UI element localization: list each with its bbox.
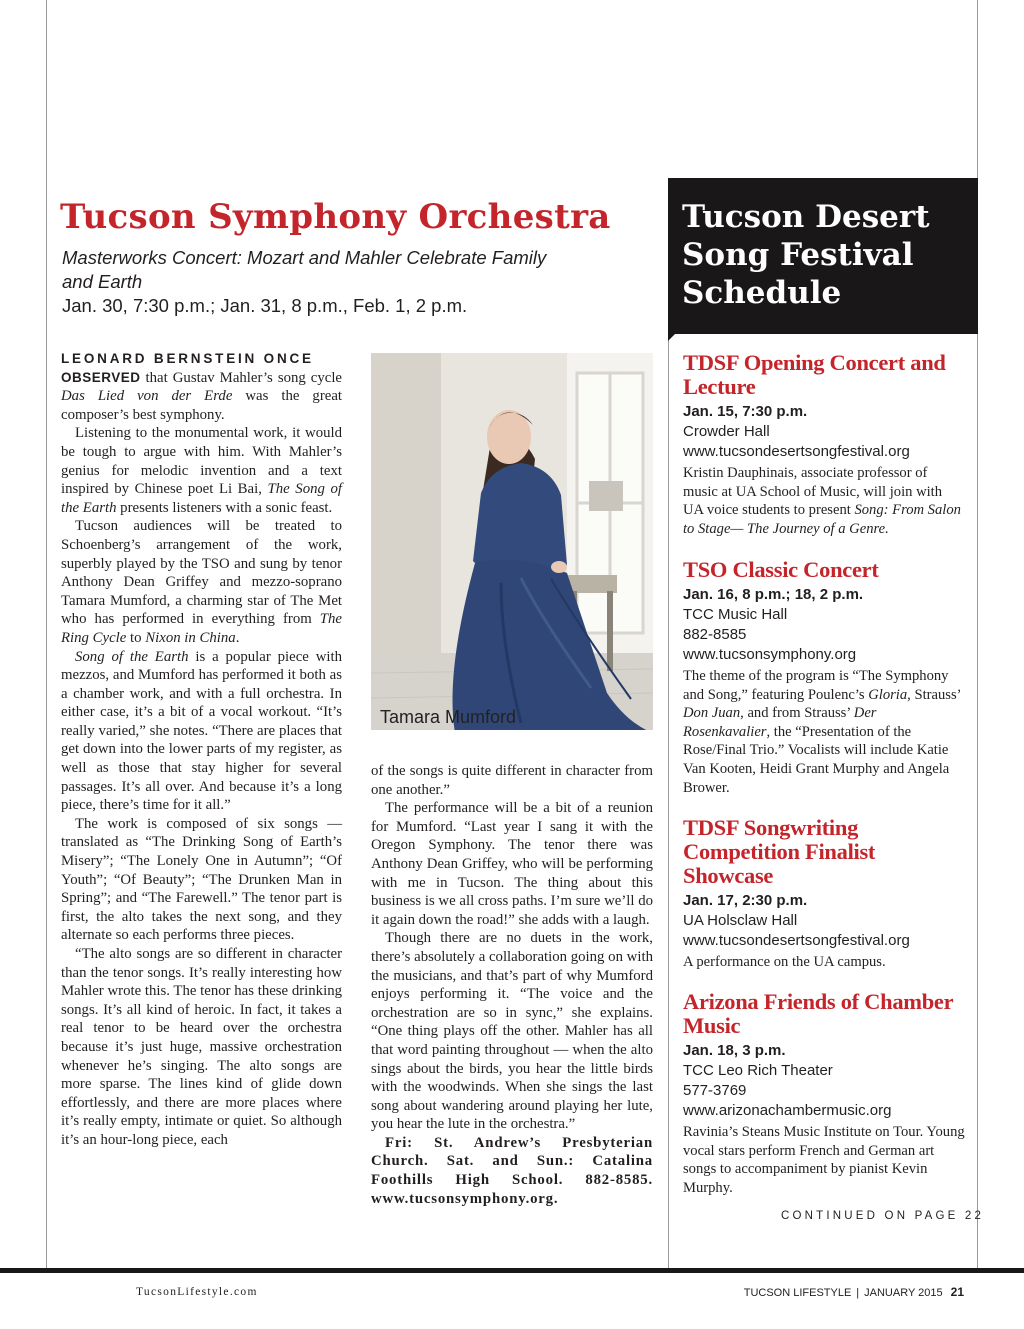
event-phone: 577-3769 [683, 1082, 747, 1099]
footer-rule [0, 1268, 1024, 1273]
event-listing [683, 990, 965, 1197]
lead-in-2: OBSERVED [61, 369, 141, 385]
tamara-mumford-photo [371, 353, 653, 730]
event-venue: Crowder Hall [683, 423, 770, 440]
work-title: Song of the Earth [75, 648, 189, 665]
concert-subtitle: Masterworks Concert: Mozart and Mahler Celebrate Family and Earth [62, 247, 547, 292]
event-website: www.arizonachambermusic.org [683, 1102, 892, 1119]
paragraph: The performance will be a bit of a reunion for Mumford. “Last year I sang it with the Oregon Symphony. The tenor there was Anthony Dean Griffey, who will be performing with me in Tucson. The thing about this business is we all cross paths. I’m sure we’ll do it again down the road!” she adds with a laugh. [371, 800, 653, 928]
event-title: TDSF Opening Concert and Lecture [683, 350, 946, 399]
work-title: The Ring Cycle [61, 611, 342, 646]
photo-caption: Tamara Mumford [380, 707, 517, 727]
work-title: Das Lied von der Erde [61, 388, 233, 405]
sidebar-right-rule [977, 334, 978, 1268]
event-title: TDSF Songwriting Competition Finalist Showcase [683, 815, 876, 888]
footer-folio [744, 1285, 964, 1299]
event-description: The theme of the program is “The Symphony and Song,” featuring Poulenc’s Gloria, Strauss’ Don Juan, and from Strauss’ Der Rosenkavalier, the “Presentation of the Rose/Final Trio.” Vocalists will include Katie Van Kooten, Heidi Grant Murphy and Angela Brower. [683, 668, 961, 796]
event-description: Ravinia’s Steans Music Institute on Tour. Young vocal stars perform French and German art songs to accompaniment by pianist Kevin Murphy. [683, 1124, 965, 1196]
footer-issue: JANUARY 2015 [864, 1287, 943, 1299]
page-number: 21 [950, 1285, 964, 1299]
event-title: TSO Classic Concert [683, 557, 879, 582]
event-listing [683, 558, 965, 797]
event-title: Arizona Friends of Chamber Music [683, 989, 953, 1038]
article-column-1 [61, 350, 342, 1150]
paragraph: The work is composed of six songs — translated as “The Drinking Song of Earth’s Misery”; “The Lonely One in Autumn”; “Of Youth”; “Of Beauty”; “The Drunken Man in Spring”; and “The Farewell.” The tenor part is first, the alto takes the next song, and they alternate so each performs three pieces. [61, 815, 342, 944]
work-title: Song: From Salon to Stage— The Journey of a Genre. [683, 502, 961, 537]
paragraph: of the songs is quite different in character from one another.” [371, 763, 653, 798]
article-column-2 [371, 762, 653, 1208]
event-description: A performance on the UA campus. [683, 954, 886, 970]
footer-magazine: TUCSON LIFESTYLE [743, 1287, 852, 1299]
sidebar-title: Tucson Desert Song Festival Schedule [682, 199, 930, 311]
event-date: Jan. 16, 8 p.m.; 18, 2 p.m. [683, 586, 864, 603]
work-title: Nixon in China [145, 629, 236, 646]
paragraph: Though there are no duets in the work, there’s absolutely a collaboration going on with the musicians, and that’s part of why Mumford enjoys performing it. “The voice and the orchestration are so in sync,” she explains. “One thing plays off the other. Mahler has all that word painting throughout — when the alto sings about the birds, you hear the little birds with the woodwinds. When she sings the last song about wandering around playing her lute, you hear the lute in the orchestra.” [371, 930, 653, 1133]
paragraph: Song of the Earth is a popular piece with mezzos, and Mumford has performed it both as a chamber work, and with a full orchestra. In either case, it’s a bit of a vocal workout. “It’s really varied,” she notes. “There are places that get down into the lower parts of my register, as well as those that stay higher for several passages. It’s all over. And because it’s a long piece, there’s time for it all.” [61, 648, 343, 814]
footer-site: TucsonLifestyle.com [136, 1286, 258, 1298]
event-date: Jan. 17, 2:30 p.m. [683, 892, 808, 909]
event-website: www.tucsondesertsongfestival.org [683, 443, 910, 460]
sidebar-left-rule [668, 334, 669, 1268]
event-venue: TCC Music Hall [683, 606, 788, 623]
concert-dates: Jan. 30, 7:30 p.m.; Jan. 31, 8 p.m., Feb. 1, 2 p.m. [62, 295, 468, 316]
paragraph: LEONARD BERNSTEIN ONCE OBSERVED that Gustav Mahler’s song cycle Das Lied von der Erde was the great composer’s best symphony. [61, 351, 342, 423]
event-phone: 882-8585 [683, 626, 747, 643]
paragraph: Listening to the monumental work, it would be tough to argue with him. With Mahler’s genius for melodic invention and a text inspired by Chinese poet Li Bai, The Song of the Earth presents listeners with a sonic feast. [61, 425, 342, 516]
event-venue: TCC Leo Rich Theater [683, 1062, 833, 1079]
page-right-edge [977, 0, 978, 178]
event-website: www.tucsondesertsongfestival.org [683, 932, 910, 949]
paragraph: “The alto songs are so different in character than the tenor songs. It’s really interesting how Mahler wrote this. The tenor has these drinking songs. It’s all kind of heroic. In fact, it takes a real tenor to be heard over the orchestra because it’s just huge, massive orchestration whenever he’s singing. The alto songs are more sparse. The lines kind of glide down effortlessly, and there are more places where it’s really empty, intimate or quiet. So although it’s an hour-long piece, each [61, 946, 342, 1148]
sidebar-header-notch [668, 333, 676, 341]
venue-info: Fri: St. Andrew’s Presbyterian Church. Sat. and Sun.: Catalina Foothills High School. 882-8585. www.tucsonsymphony.org. [371, 1134, 653, 1207]
lead-in: LEONARD BERNSTEIN ONCE [61, 351, 314, 366]
event-listing [683, 816, 965, 972]
paragraph: Tucson audiences will be treated to Schoenberg’s arrangement of the work, superbly played by the TSO and sung by tenor Anthony Dean Griffey and mezzo-soprano Tamara Mumford, a charming star of The Met who has performed in everything from The Ring Cycle to Nixon in China. [61, 518, 342, 646]
photo-illustration [371, 353, 653, 730]
event-description: Kristin Dauphinais, associate professor of music at UA School of Music, will join with UA voice students to present Song: From Salon to Stage— The Journey of a Genre. [683, 465, 961, 537]
event-website: www.tucsonsymphony.org [683, 646, 857, 663]
footer-separator: | [856, 1287, 860, 1299]
event-date: Jan. 15, 7:30 p.m. [683, 403, 808, 420]
page-left-edge [46, 0, 47, 1268]
work-title: The Song of the Earth [61, 481, 342, 516]
continued-notice: CONTINUED ON PAGE 22 [781, 1210, 985, 1222]
event-listing [683, 351, 965, 538]
article-title: Tucson Symphony Orchestra [60, 197, 611, 237]
event-venue: UA Holsclaw Hall [683, 912, 798, 929]
event-date: Jan. 18, 3 p.m. [683, 1042, 786, 1059]
